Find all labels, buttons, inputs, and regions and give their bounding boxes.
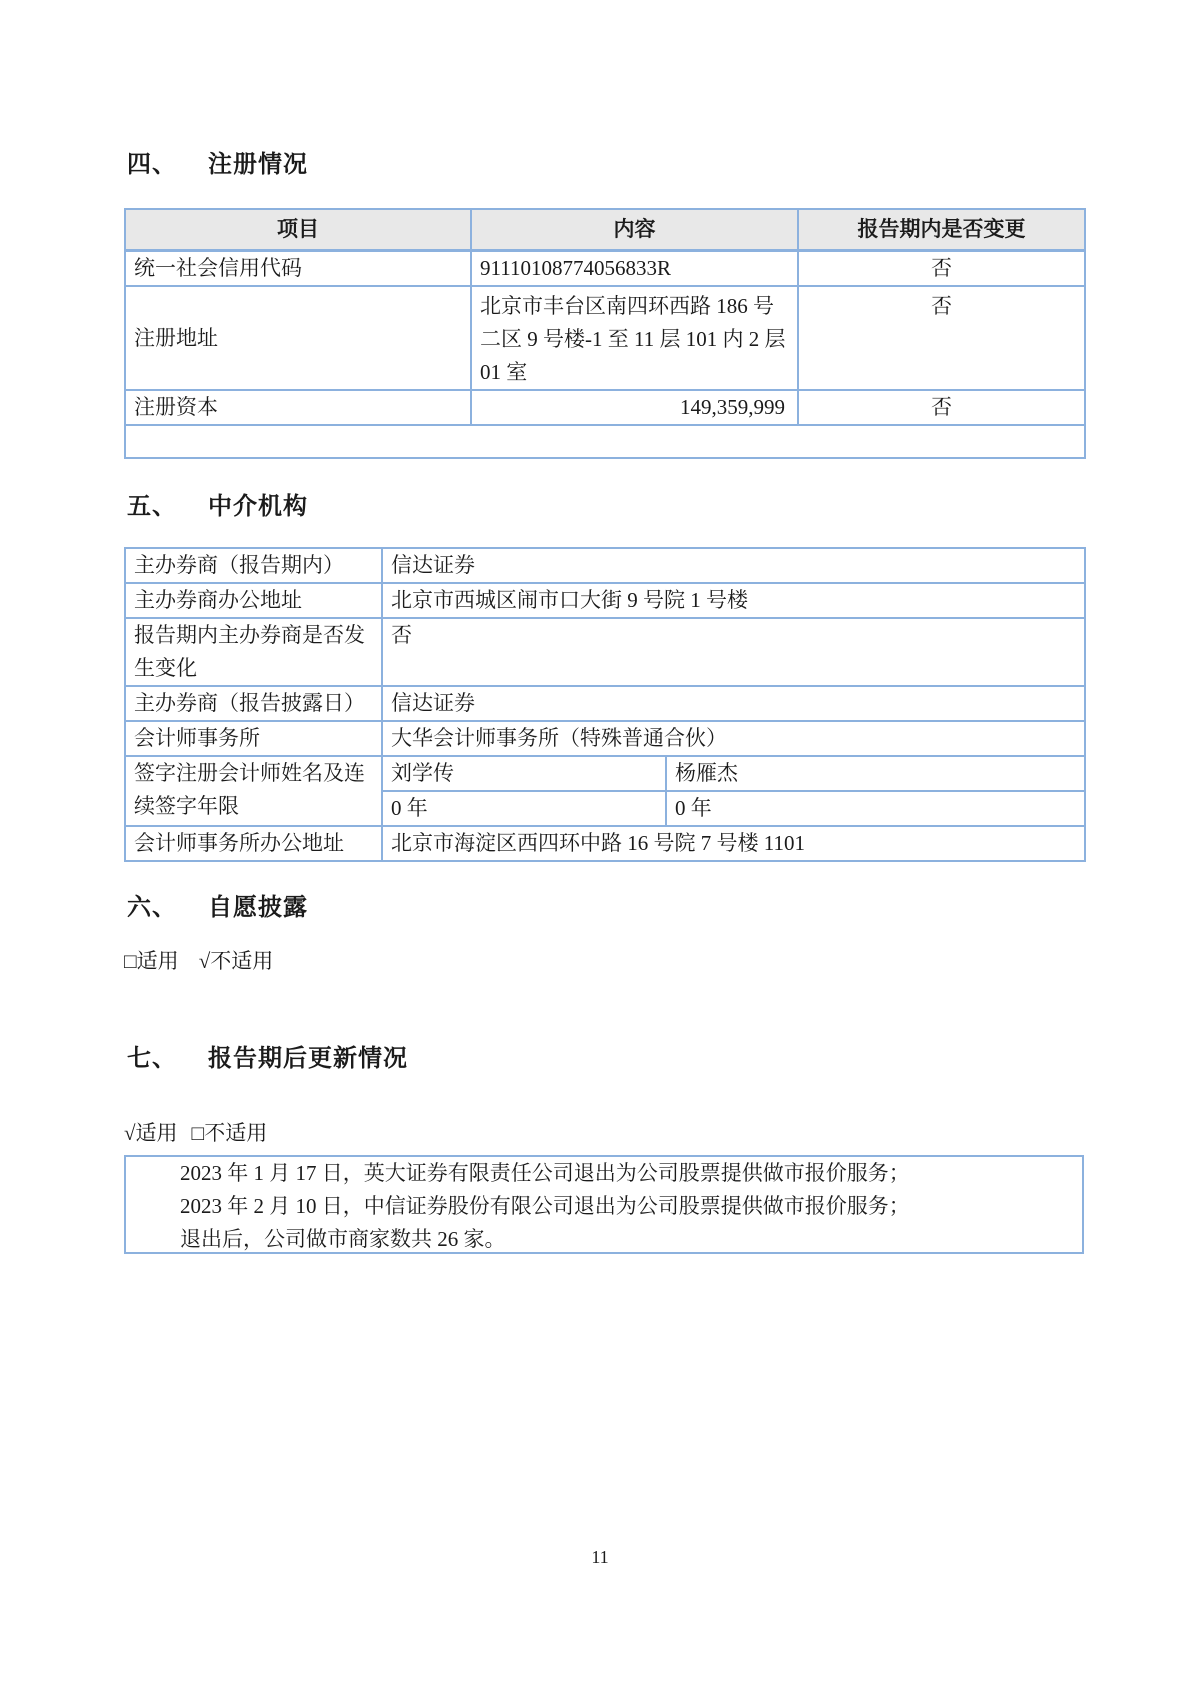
row-value: 信达证券 bbox=[382, 548, 1085, 583]
signer-years: 0 年 bbox=[382, 791, 666, 826]
empty-cell bbox=[125, 425, 1085, 458]
row-label: 主办券商（报告披露日） bbox=[125, 686, 382, 721]
row-label: 签字注册会计师姓名及连续签字年限 bbox=[125, 756, 382, 826]
section-7-number: 七、 bbox=[127, 1046, 177, 1072]
empty-row bbox=[125, 425, 1085, 458]
table-row bbox=[125, 826, 1085, 861]
applicable-checkbox: □适用 bbox=[124, 949, 179, 973]
section-5-title: 中介机构 bbox=[208, 494, 308, 520]
row-value: 大华会计师事务所（特殊普通合伙） bbox=[382, 721, 1085, 756]
row-value: 91110108774056833R bbox=[471, 251, 798, 287]
signers-names-row bbox=[125, 756, 1085, 791]
registration-table bbox=[124, 208, 1086, 459]
table-row bbox=[125, 390, 1085, 425]
row-label: 主办券商办公地址 bbox=[125, 583, 382, 618]
table-row bbox=[125, 618, 1085, 686]
row-value: 北京市海淀区西四环中路 16 号院 7 号楼 1101 bbox=[382, 826, 1085, 861]
signer-years: 0 年 bbox=[666, 791, 1085, 826]
row-value: 北京市丰台区南四环西路 186 号二区 9 号楼-1 至 11 层 101 内 2 层 01 室 bbox=[471, 286, 798, 390]
table-row bbox=[125, 686, 1085, 721]
section-5-number: 五、 bbox=[127, 494, 177, 520]
row-label: 注册地址 bbox=[125, 286, 471, 390]
section-4-heading bbox=[127, 150, 308, 180]
row-changed: 否 bbox=[798, 390, 1085, 425]
section-4-title: 注册情况 bbox=[208, 152, 308, 178]
row-changed: 否 bbox=[798, 251, 1085, 287]
row-label: 会计师事务所 bbox=[125, 721, 382, 756]
update-line: 退出后，公司做市商家数共 26 家。 bbox=[180, 1227, 506, 1251]
applicable-checkbox: √适用 bbox=[124, 1121, 178, 1145]
not-applicable-checkbox: □不适用 bbox=[191, 1121, 268, 1145]
update-line: 2023 年 2 月 10 日，中信证券股份有限公司退出为公司股票提供做市报价服务； bbox=[180, 1194, 910, 1218]
section-4-number: 四、 bbox=[127, 152, 177, 178]
intermediaries-table bbox=[124, 547, 1086, 862]
table-row bbox=[125, 548, 1085, 583]
table-row bbox=[125, 251, 1085, 287]
row-label: 会计师事务所办公地址 bbox=[125, 826, 382, 861]
table-row bbox=[125, 721, 1085, 756]
header-item: 项目 bbox=[125, 209, 471, 251]
signer-name: 刘学传 bbox=[382, 756, 666, 791]
row-label: 报告期内主办券商是否发生变化 bbox=[125, 618, 382, 686]
row-value: 信达证券 bbox=[382, 686, 1085, 721]
row-label: 注册资本 bbox=[125, 390, 471, 425]
signer-name: 杨雁杰 bbox=[666, 756, 1085, 791]
row-value: 北京市西城区闹市口大街 9 号院 1 号楼 bbox=[382, 583, 1085, 618]
header-content: 内容 bbox=[471, 209, 798, 251]
row-label: 统一社会信用代码 bbox=[125, 251, 471, 287]
page-number: 11 bbox=[591, 1547, 609, 1567]
section-7-heading bbox=[127, 1044, 408, 1074]
row-changed: 否 bbox=[798, 286, 1085, 390]
row-label: 主办券商（报告期内） bbox=[125, 548, 382, 583]
header-changed: 报告期内是否变更 bbox=[798, 209, 1085, 251]
section-6-applicability bbox=[124, 948, 273, 974]
table-row bbox=[125, 286, 1085, 390]
table-row bbox=[125, 583, 1085, 618]
section-6-number: 六、 bbox=[127, 895, 177, 921]
row-value: 149,359,999 bbox=[471, 390, 798, 425]
section-7-title: 报告期后更新情况 bbox=[208, 1046, 408, 1072]
not-applicable-checkbox: √不适用 bbox=[198, 949, 274, 973]
section-6-title: 自愿披露 bbox=[208, 895, 308, 921]
row-value: 否 bbox=[382, 618, 1085, 686]
registration-header-row bbox=[125, 209, 1085, 251]
update-line: 2023 年 1 月 17 日，英大证券有限责任公司退出为公司股票提供做市报价服务； bbox=[180, 1161, 910, 1185]
section-7-applicability bbox=[124, 1120, 267, 1146]
section-6-heading bbox=[127, 893, 308, 923]
section-5-heading bbox=[127, 492, 308, 522]
post-period-update-box bbox=[124, 1155, 1084, 1254]
